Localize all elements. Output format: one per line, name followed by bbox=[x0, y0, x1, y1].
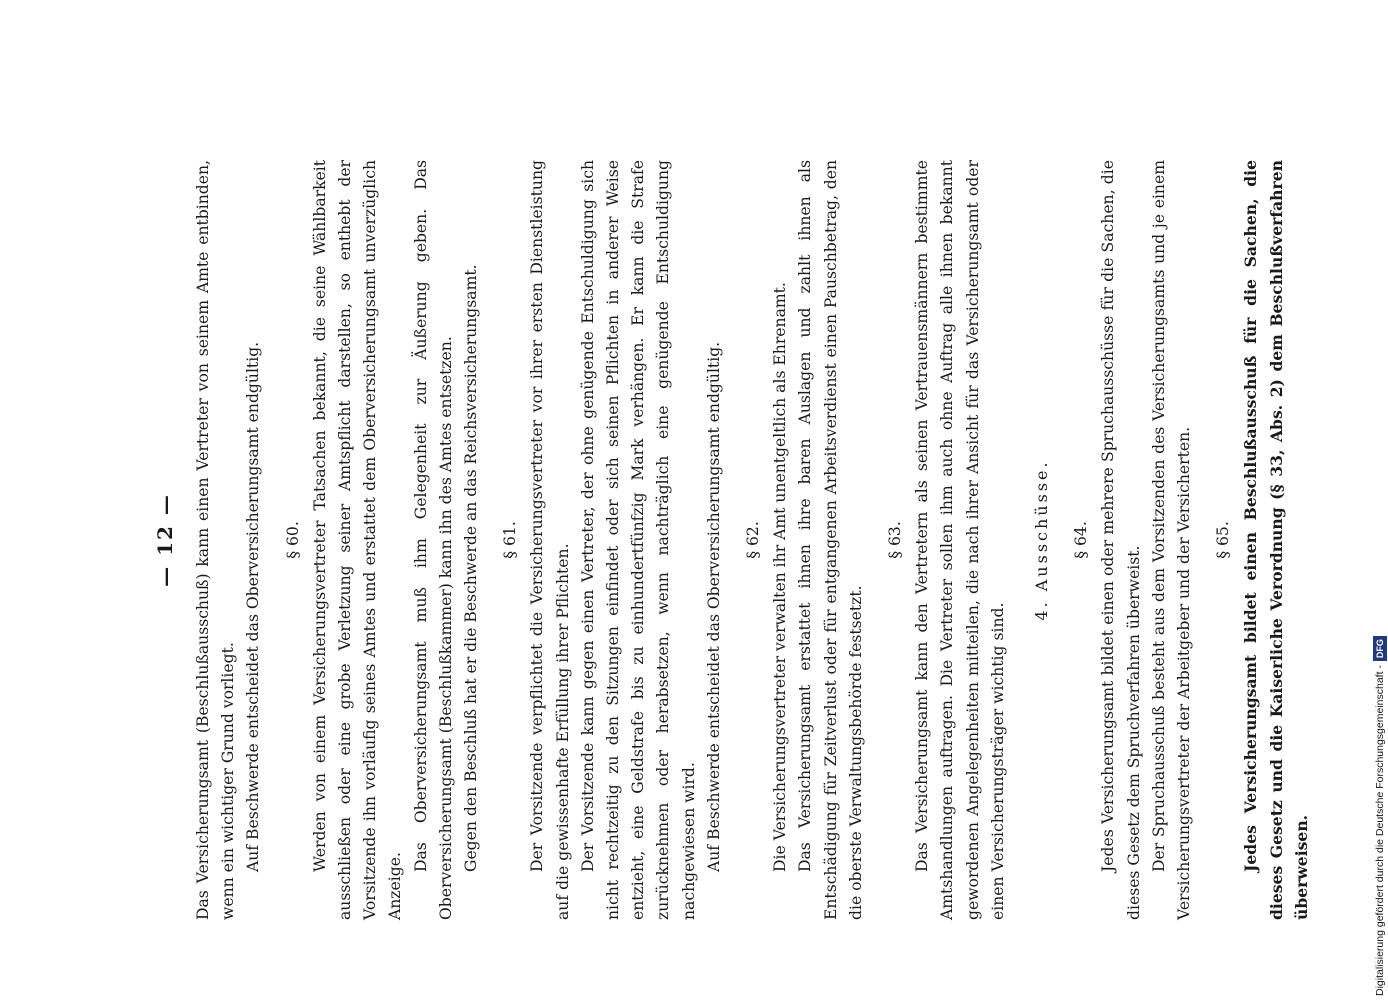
page-number: — 12 — bbox=[153, 493, 177, 587]
section-number: § 62. bbox=[744, 521, 763, 559]
section-number: § 64. bbox=[1072, 521, 1091, 559]
paragraph: Das Versicherungsamt erstattet ihnen ihre baren Auslagen und zahlt ihnen als Entschädigung für Zeitverlust oder für entgangenen Arbeitsverdienst einen Pauschbetrag, den die oberste Verwaltungsbehörde festsetzt. bbox=[796, 160, 865, 920]
dfg-logo: DFG bbox=[1373, 636, 1387, 661]
section-number: § 61. bbox=[501, 521, 520, 559]
paragraph: Das Oberversicherungsamt muß ihm Gelegenheit zur Äußerung geben. Das Oberversicherungsamt (Beschlußkammer) kann ihn des Amtes entsetzen. bbox=[411, 160, 455, 920]
paragraph: Der Vorsitzende verpflichtet die Versicherungsvertreter vor ihrer ersten Dienstleistung auf die gewissenhafte Erfüllung ihrer Pflichten. bbox=[528, 160, 572, 920]
section-number: § 60. bbox=[283, 521, 302, 559]
credit-text: Digitalisierung gefördert durch die Deutsche Forschungsgemeinschaft - bbox=[1374, 665, 1386, 996]
paragraph: Das Versicherungsamt kann den Vertretern als seinen Vertrauensmännern bestimmte Amtshandlungen auftragen. Die Vertreter sollen ihm auch ohne Auftrag alle ihnen bekannt gewordenen Angelegenheiten mitteilen, die nach ihrer Ansicht für das Versicherungsamt oder einen Versicherungsträger wichtig sind. bbox=[913, 160, 1007, 920]
page-body bbox=[191, 160, 1314, 920]
digitization-credit bbox=[1372, 6, 1388, 996]
chapter-heading: 4. Ausschüsse. bbox=[1032, 459, 1052, 621]
paragraph: Der Spruchausschuß besteht aus dem Vorsitzenden des Versicherungsamts und je einem Versicherungsvertreter der Arbeitgeber und der Versicherten. bbox=[1149, 160, 1193, 920]
paragraph: Das Versicherungsamt (Beschlußausschuß) kann einen Vertreter von seinem Amte entbinden, wenn ein wichtiger Grund vorliegt. bbox=[194, 160, 238, 920]
paragraph: Der Vorsitzende kann gegen einen Vertreter, der ohne genügende Entschuldigung sich nicht rechtzeitig zu den Sitzungen einfindet oder sich seinen Pflichten in anderer Weise entzieht, eine Geldstrafe bis zu einhundertfünfzig Mark verhängen. Er kann die Strafe zurücknehmen oder herabsetzen, wenn nachträglich eine genügende Entschuldigung nachgewiesen wird. bbox=[578, 160, 698, 920]
rotated-page bbox=[147, 160, 1311, 920]
paragraph: Jedes Versicherungsamt bildet einen oder mehrere Spruchausschüsse für die Sachen, die dieses Gesetz dem Spruchverfahren überweist. bbox=[1099, 160, 1143, 920]
paragraph: Auf Beschwerde entscheidet das Oberversicherungsamt endgültig. bbox=[244, 341, 263, 872]
paragraph: Werden von einem Versicherungsvertreter Tatsachen bekannt, die seine Wählbarkeit ausschließen oder eine grobe Verletzung seiner Amtspflicht darstellen, so enthebt der Vorsitzende ihn vorläufig seines Amtes und erstattet dem Oberversicherungsamt unverzüglich Anzeige. bbox=[310, 160, 405, 920]
section-number: § 63. bbox=[886, 521, 905, 559]
section-number: § 65. bbox=[1214, 521, 1233, 559]
paragraph: Die Versicherungsvertreter verwalten ihr Amt unentgeltlich als Ehrenamt. bbox=[771, 282, 790, 872]
paragraph: Auf Beschwerde entscheidet das Oberversicherungsamt endgültig. bbox=[704, 341, 723, 872]
paragraph: Jedes Versicherungsamt bildet einen Beschlußausschuß für die Sachen, die dieses Gesetz und die Kaiserliche Verordnung (§ 33, Abs. 2) dem Beschlußverfahren überweisen. bbox=[1241, 160, 1311, 920]
paragraph: Gegen den Beschluß hat er die Beschwerde an das Reichsversicherungsamt. bbox=[462, 264, 481, 872]
